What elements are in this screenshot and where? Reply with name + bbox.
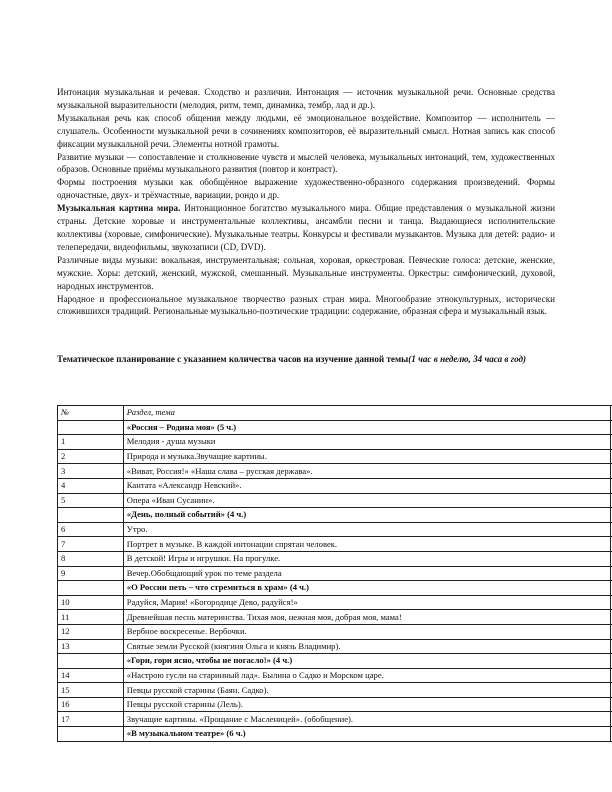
- heading-note: (1 час в неделю, 34 часа в год): [408, 354, 527, 364]
- row-number: 15: [58, 683, 124, 698]
- row-topic: В детской! Игры и игрушки. На прогулке.: [123, 551, 610, 566]
- header-topic: Раздел, тема: [123, 406, 610, 421]
- row-topic: Природа и музыка.Звучащие картины.: [123, 449, 610, 464]
- table-row: [58, 435, 612, 450]
- row-topic: Певцы русской старины (Баян. Садко).: [123, 683, 610, 698]
- paragraph: [57, 293, 555, 319]
- row-topic: Опера «Иван Сусанин».: [123, 493, 610, 508]
- table-row: [58, 697, 612, 712]
- row-topic: «Виват, Россия!» «Наша слава – русская держава».: [123, 464, 610, 479]
- table-row: [58, 537, 612, 552]
- paragraph-text: Народное и профессиональное музыкальное творчество разных стран мира. Многообразие этнокультурных, исторически сложившихся традиций. Региональные музыкально-поэтические традиции: содержание, образная сфера и музыкальный язык.: [57, 293, 555, 317]
- body-text: [57, 86, 555, 318]
- table-body: [58, 420, 612, 741]
- paragraph: [57, 151, 555, 177]
- section-row: [58, 727, 612, 742]
- row-number: [58, 420, 124, 435]
- row-topic: Портрет в музыке. В каждой интонации спрятан человек.: [123, 537, 610, 552]
- row-topic: Мелодия - душа музыки: [123, 435, 610, 450]
- paragraph-text: Интонация музыкальная и речевая. Сходство и различия. Интонация — источник музыкальной речи. Основные средства музыкальной выразительности (мелодия, ритм, темп, динамика, тембр, лад и др.).: [57, 87, 555, 110]
- row-number: 6: [58, 522, 124, 537]
- row-topic: «Настрою гусли на старинный лад». Былина о Садко и Морском царе.: [123, 668, 610, 683]
- row-number: 1: [58, 435, 124, 450]
- row-number: 9: [58, 566, 124, 581]
- paragraph: [57, 86, 555, 112]
- section-row: [58, 654, 612, 669]
- paragraph: [57, 254, 555, 293]
- table-row: [58, 493, 612, 508]
- paragraph-text: Развитие музыки — сопоставление и столкновение чувств и мыслей человека, музыкальных интонаций, тем, художественных образов. Основные приёмы музыкального развития (повтор и контраст).: [57, 151, 555, 175]
- row-topic: Утро.: [123, 522, 610, 537]
- row-number: 3: [58, 464, 124, 479]
- row-number: 2: [58, 449, 124, 464]
- row-topic: Древнейшая песнь материнства. Тихая моя, нежная моя, добрая моя, мама!: [123, 610, 610, 625]
- row-number: [58, 581, 124, 596]
- row-number: 8: [58, 551, 124, 566]
- table-row: [58, 595, 612, 610]
- section-row: [58, 508, 612, 523]
- paragraph: [57, 176, 555, 202]
- row-topic: «Россия – Родина моя» (5 ч.): [123, 420, 610, 435]
- row-number: 4: [58, 478, 124, 493]
- table-row: [58, 566, 612, 581]
- thematic-plan-table: [57, 405, 612, 742]
- row-topic: Кантата «Александр Невский».: [123, 478, 610, 493]
- table-row: [58, 478, 612, 493]
- row-number: [58, 654, 124, 669]
- paragraph-text: Музыкальная речь как способ общения между людьми, её эмоциональное воздействие. Композитор — исполнитель — слушатель. Особенности музыкальной речи в сочинениях композиторов, её выразительный смысл. Нотная запись как способ фиксации музыкальной речи. Элементы нотной грамоты.: [57, 112, 555, 149]
- row-topic: Святые земли Русской (княгиня Ольга и князь Владимир).: [123, 639, 610, 654]
- table-row: [58, 683, 612, 698]
- paragraph-text: Различные виды музыки: вокальная, инструментальная; сольная, хоровая, оркестровая. Певческие голоса: детские, женские, мужские. Хоры: детский, женский, мужской, смешанный. Музыкальные инструменты. Оркестры: симфонический, духовой, народных инструментов.: [57, 254, 555, 291]
- section-heading: [57, 353, 567, 366]
- row-topic: Вербное воскресенье. Вербочки.: [123, 624, 610, 639]
- row-topic: «День, полный событий» (4 ч.): [123, 508, 610, 523]
- row-number: 16: [58, 697, 124, 712]
- table-row: [58, 610, 612, 625]
- table-row: [58, 464, 612, 479]
- section-row: [58, 581, 612, 596]
- row-number: [58, 727, 124, 742]
- row-number: 12: [58, 624, 124, 639]
- row-topic: Радуйся, Мария! «Богородице Дево, радуйся!»: [123, 595, 610, 610]
- table-row: [58, 449, 612, 464]
- heading-title: Тематическое планирование с указанием количества часов на изучение данной темы: [57, 354, 409, 364]
- section-row: [58, 420, 612, 435]
- row-number: 7: [58, 537, 124, 552]
- table-header-row: [58, 406, 612, 421]
- table-row: [58, 522, 612, 537]
- row-number: 13: [58, 639, 124, 654]
- row-topic: «В музыкальном театре» (6 ч.): [123, 727, 610, 742]
- row-topic: «О России петь – что стремиться в храм» (4 ч.): [123, 581, 610, 596]
- row-topic: Вечер.Обобщающий урок по теме раздела: [123, 566, 610, 581]
- header-number: №: [58, 406, 124, 421]
- row-number: 5: [58, 493, 124, 508]
- table-row: [58, 551, 612, 566]
- paragraph: [57, 202, 555, 254]
- row-number: [58, 508, 124, 523]
- paragraph-text: Формы построения музыки как обобщённое выражение художественно-образного содержания произведений. Формы одночастные, двух- и трёхчастные, вариации, рондо и др.: [57, 177, 555, 201]
- row-number: 17: [58, 712, 124, 727]
- paragraph-lead: Музыкальная картина мира.: [57, 203, 181, 214]
- table-row: [58, 712, 612, 727]
- table-row: [58, 668, 612, 683]
- table-row: [58, 639, 612, 654]
- row-topic: «Гори, гори ясно, чтобы не погасло!» (4 ч.): [123, 654, 610, 669]
- paragraph: [57, 112, 555, 151]
- row-topic: Певцы русской старины (Лель).: [123, 697, 610, 712]
- row-number: 10: [58, 595, 124, 610]
- paragraph-text: Интонационное богатство музыкального мира. Общие представления о музыкальной жизни страны. Детские хоровые и инструментальные коллективы, ансамбли песни и танца. Выдающиеся исполнительские коллективы (хоровые, симфонические). Музыкальные театры. Конкурсы и фестивали музыкантов. Музыка для детей: радио- и телепередачи, видеофильмы, звукозаписи (CD, DVD).: [57, 203, 555, 252]
- table-row: [58, 624, 612, 639]
- row-number: 11: [58, 610, 124, 625]
- row-number: 14: [58, 668, 124, 683]
- row-topic: Звучащие картины. «Прощание с Масленицей». (обобщение).: [123, 712, 610, 727]
